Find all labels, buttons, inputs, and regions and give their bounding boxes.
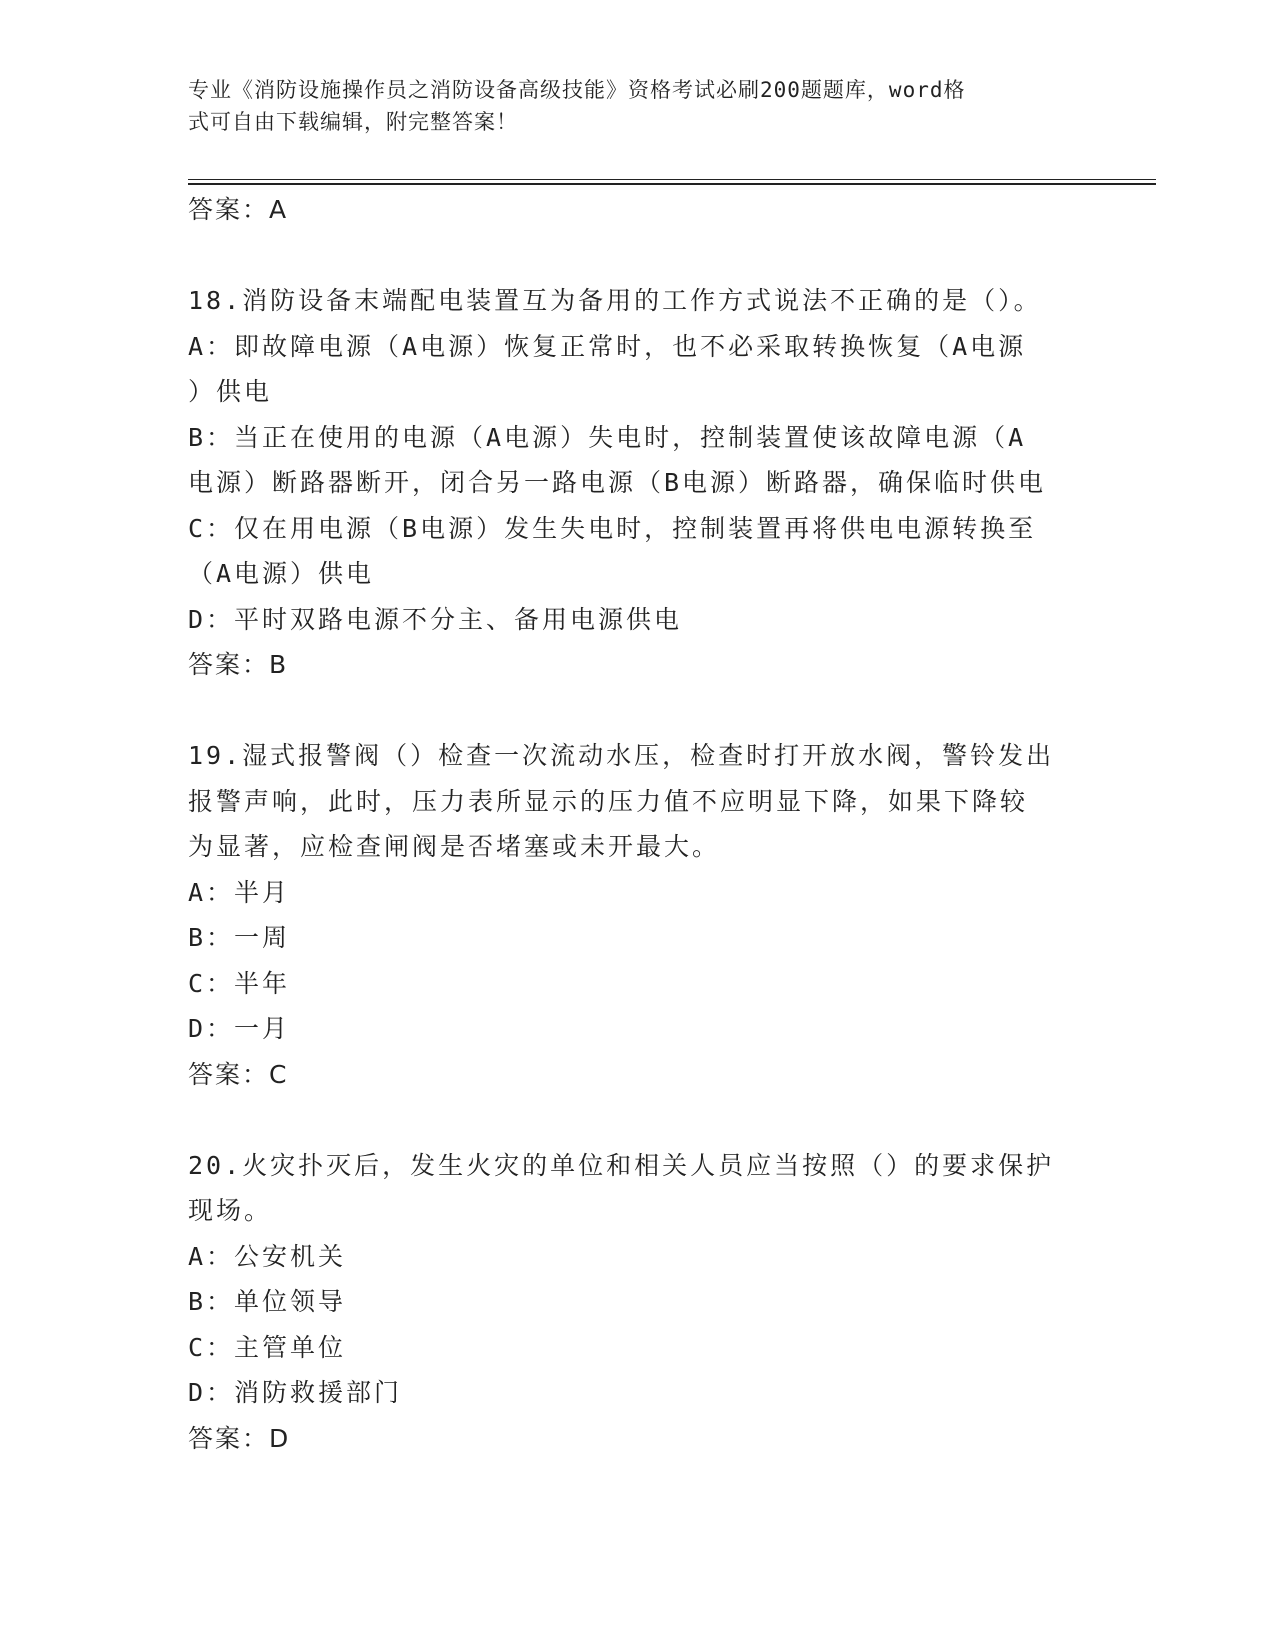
header-line-2: 式可自由下载编辑，附完整答案！ [188,110,518,134]
header-line-1: 专业《消防设施操作员之消防设备高级技能》资格考试必刷200题题库，word格 [188,78,966,102]
answer: 答案：B [188,650,289,679]
option-b: B：单位领导 [188,1287,347,1316]
answer: 答案：D [188,1423,291,1453]
header-divider-thin [188,179,1156,180]
answer: 答案：C [188,1059,289,1089]
question-19 [188,733,1088,1097]
question-stem-cont: 为显著，应检查闸阀是否堵塞或未开最大。 [188,832,721,861]
option-c: C：仅在用电源（B电源）发生失电时，控制装置再将供电电源转换至 [188,513,1037,543]
question-stem: 18.消防设备末端配电装置互为备用的工作方式说法不正确的是（）。 [188,286,1042,315]
question-stem-cont: 现场。 [188,1196,273,1225]
option-d: D：一月 [188,1014,291,1043]
question-20 [188,1143,1088,1462]
document-header [188,74,1078,138]
spacer [188,1097,1088,1143]
question-list [188,187,1088,1461]
option-b-cont: 电源）断路器断开，闭合另一路电源（B电源）断路器，确保临时供电 [188,468,1047,497]
question-stem: 19.湿式报警阀（）检查一次流动水压，检查时打开放水阀，警铃发出 [188,741,1055,770]
option-a: A：即故障电源（A电源）恢复正常时，也不必采取转换恢复（A电源 [188,331,1027,361]
previous-answer: 答案：A [188,195,289,224]
option-d: D：消防救援部门 [188,1378,403,1407]
header-divider-thick [188,183,1156,185]
question-18 [188,278,1088,688]
option-d: D：平时双路电源不分主、备用电源供电 [188,604,683,634]
option-b: B：一周 [188,923,291,952]
option-a: A：公安机关 [188,1241,347,1271]
option-c: C：主管单位 [188,1332,347,1362]
question-stem: 20.火灾扑灭后，发生火灾的单位和相关人员应当按照（）的要求保护 [188,1150,1055,1180]
option-c: C：半年 [188,968,291,998]
spacer [188,233,1088,279]
question-stem-cont: 报警声响，此时，压力表所显示的压力值不应明显下降，如果下降较 [188,786,1029,816]
option-b: B：当正在使用的电源（A电源）失电时，控制装置使该故障电源（A [188,422,1027,452]
option-c-cont: （A电源）供电 [188,559,375,588]
option-a-cont: ）供电 [188,377,273,406]
spacer [188,688,1088,734]
option-a: A：半月 [188,877,291,907]
